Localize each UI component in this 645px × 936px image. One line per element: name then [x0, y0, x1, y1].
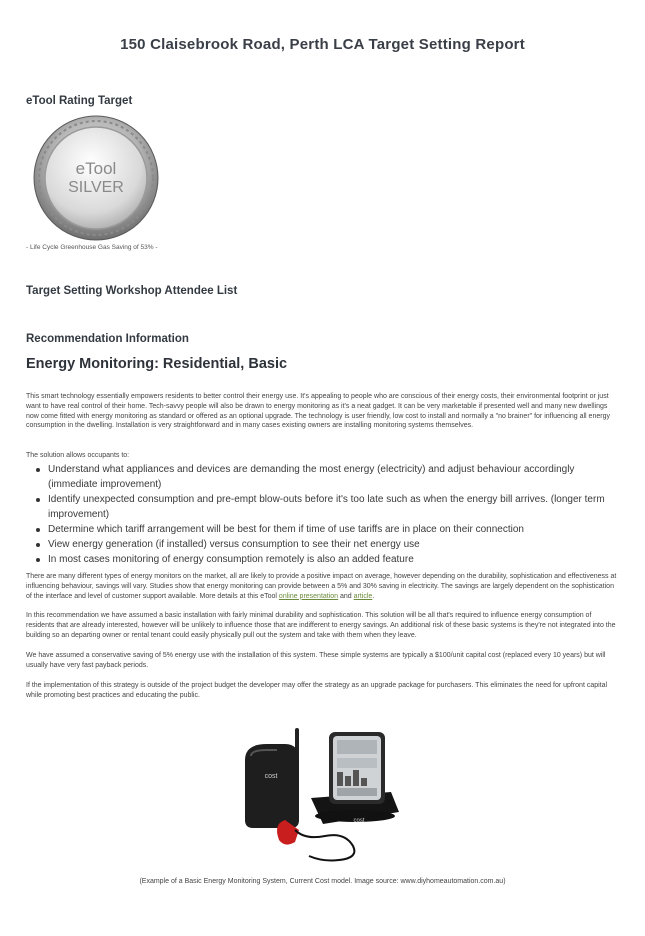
- brand-logo: cost: [264, 773, 278, 780]
- list-item: Understand what appliances and devices are demanding the most energy (electricity) and adjust behaviour accordingly (immediate improvement): [26, 462, 618, 492]
- list-item: In most cases monitoring of energy consumption remotely is also an added feature: [26, 552, 618, 567]
- list-item: Determine which tariff arrangement will be best for them if time of use tariffs are in place on their connection: [26, 522, 618, 537]
- article-link[interactable]: article: [353, 592, 373, 600]
- bullet-icon: [36, 468, 40, 472]
- recommendation-heading: Recommendation Information: [26, 333, 189, 345]
- saving-paragraph: We have assumed a conservative saving of 5% energy use with the installation of this system. These simple systems are typically a $100/unit capital cost (replaced every 10 years) but will usually have very fast payback periods.: [26, 652, 606, 669]
- types-paragraph: There are many different types of energy monitors on the market, all are likely to provide a positive impact on average, however depending on the durability, sophistication and effectiveness at influencing behaviour, savings will vary. Studies show that energy monitoring can provide between a 5% and 30% saving in electricity. The savings are largely dependent on the sophistication of the interface and level of customer support available. More details at this eTool online presentation and article.: [26, 573, 617, 600]
- svg-text:cost: cost: [353, 818, 365, 824]
- energy-monitor-photo: [237, 720, 407, 870]
- rating-heading: eTool Rating Target: [26, 95, 133, 107]
- presentation-link[interactable]: online presentation: [278, 592, 339, 600]
- bullet-icon: [36, 498, 40, 502]
- assumed-paragraph: In this recommendation we have assumed a basic installation with fairly minimal durability and sophistication. This solution will be all that's required to influence energy consumption of residents that are already interested, however will be unlikely to influence those that are indifferent to energy savings. An additional risk of these basic systems is they're not integrated into the building so an departing owner or rental tenant could easily physically pull out the system and take with them when they leave.: [26, 612, 616, 639]
- recommendation-title: Energy Monitoring: Residential, Basic: [26, 356, 288, 372]
- budget-paragraph: If the implementation of this strategy is outside of the project budget the developer may offer the strategy as an upgrade package for purchasers. This eliminates the need for upfront capital while promoting best practices and educating the public.: [26, 682, 608, 699]
- intro-paragraph: This smart technology essentially empowers residents to better control their energy use. It's appealing to people who are conscious of their energy costs, their environmental footprint or just want to have real control of their home. Tech-savvy people will also be drawn to energy monitoring as it's a neat gadget. It can be very marketable if presented well and many new dwellings now come fitted with energy monitoring as standard or offered as an optional upgrade. The technology is user friendly, low cost to install and normally a "no brainer" for influencing all energy consumption in the dwelling. Installation is very straightforward and in many cases existing owners are installing monitoring systems themselves.: [26, 393, 610, 430]
- allows-text: The solution allows occupants to:: [26, 452, 130, 459]
- page-title: 150 Claisebrook Road, Perth LCA Target Setting Report: [120, 36, 525, 53]
- bullet-icon: [36, 558, 40, 562]
- list-item: Identify unexpected consumption and pre-empt blow-outs before it's too late such as when the energy bill arrives. (longer term improvement): [26, 492, 618, 522]
- etool-silver-badge: [32, 114, 162, 244]
- badge-line2: SILVER: [68, 179, 124, 196]
- bullet-icon: [36, 528, 40, 532]
- workshop-heading: Target Setting Workshop Attendee List: [26, 285, 238, 297]
- badge-caption: - Life Cycle Greenhouse Gas Saving of 53% -: [26, 244, 158, 251]
- photo-caption: (Example of a Basic Energy Monitoring System, Current Cost model. Image source: www.diyhomeautomation.com.au): [139, 878, 506, 885]
- list-item: View energy generation (if installed) versus consumption to see their net energy use: [26, 537, 618, 552]
- benefits-list: [26, 462, 618, 567]
- badge-line1: eTool: [75, 159, 117, 178]
- bullet-icon: [36, 543, 40, 547]
